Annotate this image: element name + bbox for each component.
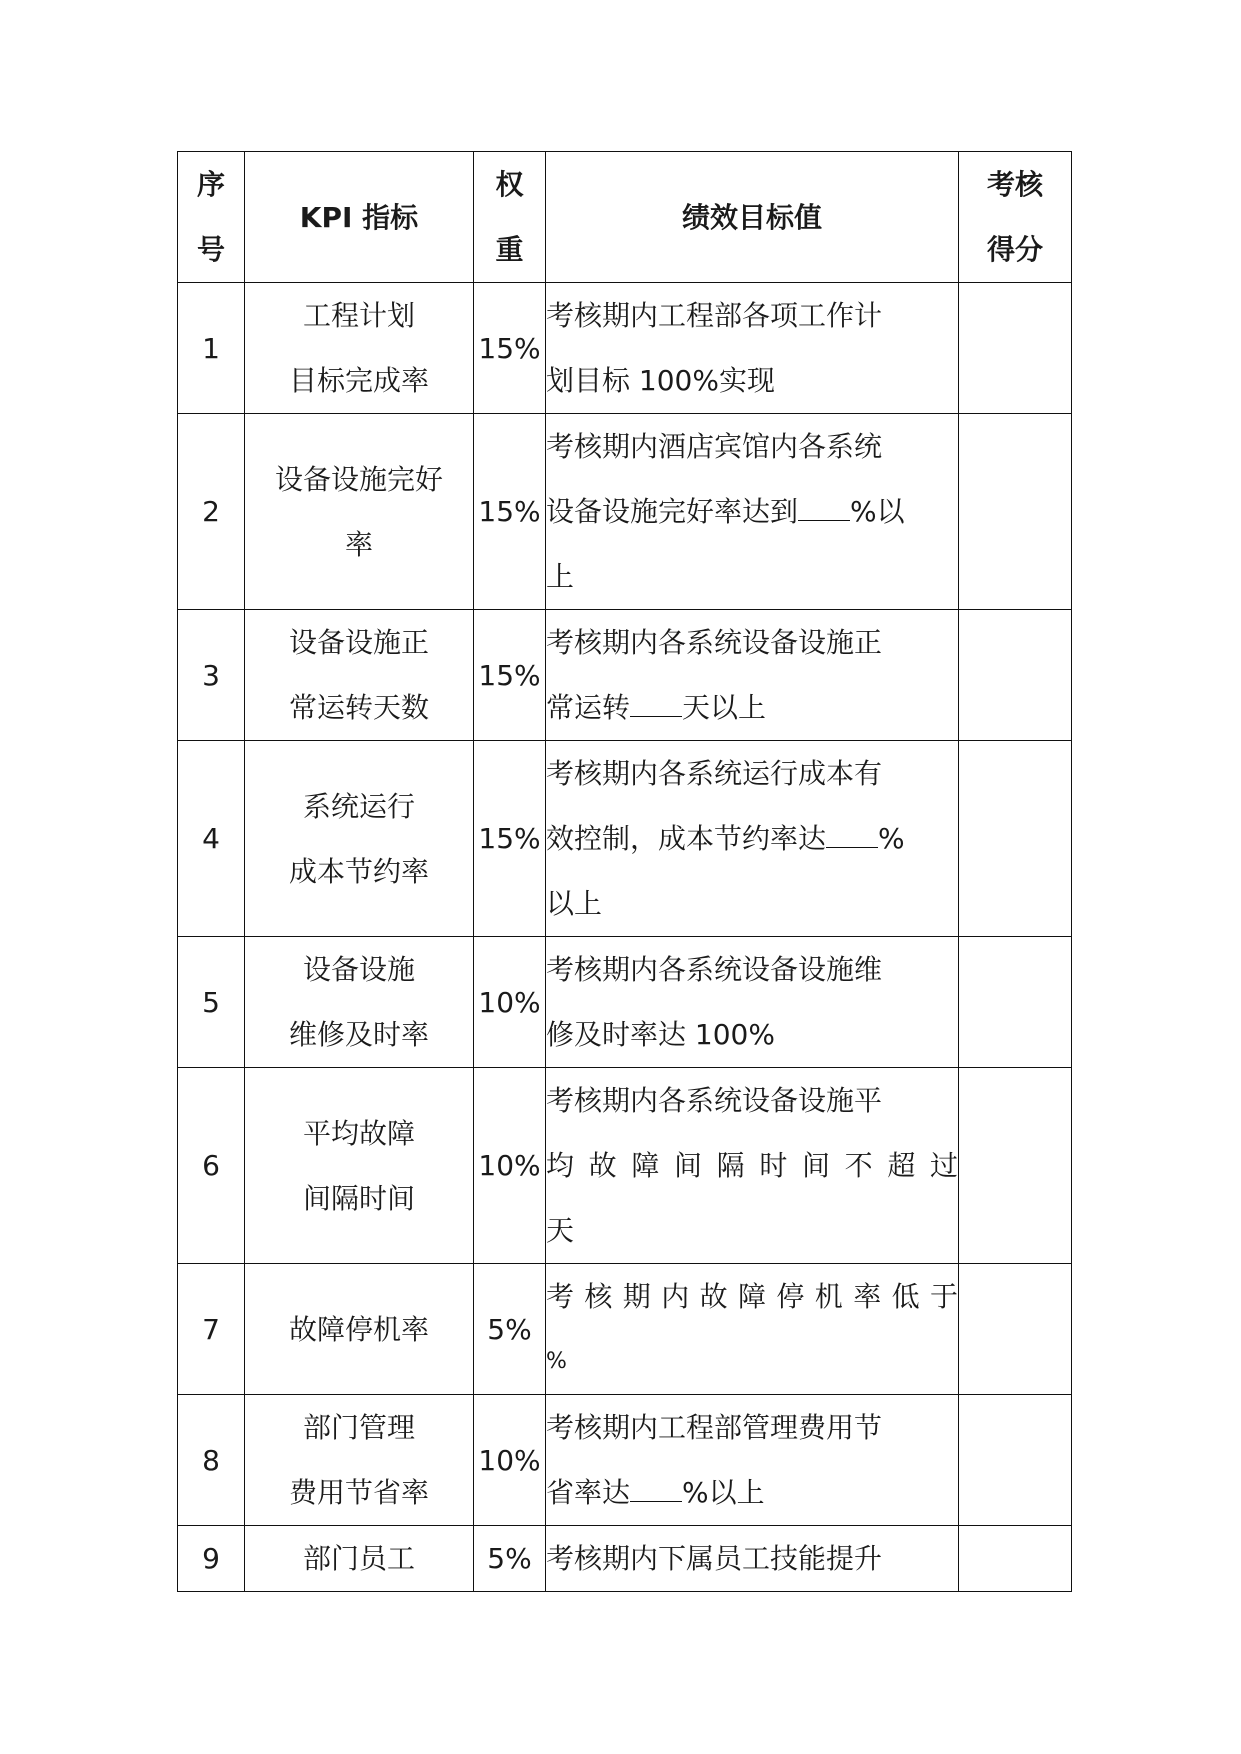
kpi-line: 设备设施完好 [274, 462, 443, 496]
row-score [959, 937, 1072, 1068]
row-weight: 15% [474, 283, 546, 414]
row-weight: 10% [474, 1395, 546, 1526]
header-target: 绩效目标值 [546, 152, 959, 283]
row-weight: 15% [474, 414, 546, 610]
fill-blank [630, 696, 682, 717]
kpi-line: 系统运行 [302, 789, 415, 823]
row-score [959, 283, 1072, 414]
row-score [959, 741, 1072, 937]
fill-blank [630, 1481, 682, 1502]
target-text: 常运转 [546, 691, 631, 724]
row-weight: 10% [474, 1068, 546, 1264]
row-score [959, 1395, 1072, 1526]
target-line: 均故障间隔时间不超过 [546, 1149, 958, 1182]
row-kpi [245, 283, 474, 414]
target-line: 修及时率达 100% [546, 1018, 775, 1051]
header-kpi: KPI 指标 [245, 152, 474, 283]
target-line: % [546, 1349, 567, 1374]
row-no: 8 [178, 1395, 245, 1526]
row-no: 9 [178, 1526, 245, 1592]
target-line: 考核期内工程部管理费用节 [546, 1411, 883, 1444]
table-row [178, 1526, 1072, 1592]
table-row [178, 1068, 1072, 1264]
table-row [178, 610, 1072, 741]
target-line [546, 479, 958, 544]
header-weight-line2: 重 [495, 233, 524, 266]
table-row [178, 283, 1072, 414]
row-kpi [245, 937, 474, 1068]
row-target [546, 610, 959, 741]
target-line: 天 [546, 1214, 575, 1247]
table-row [178, 1395, 1072, 1526]
row-no: 4 [178, 741, 245, 937]
header-score-line1: 考核 [986, 168, 1043, 201]
header-weight-line1: 权 [495, 168, 524, 201]
target-line: 考核期内故障停机率低于 [546, 1280, 958, 1313]
row-no: 1 [178, 283, 245, 414]
row-target [546, 1526, 959, 1592]
row-target [546, 414, 959, 610]
row-weight: 5% [474, 1264, 546, 1395]
row-score [959, 414, 1072, 610]
row-weight: 15% [474, 610, 546, 741]
row-kpi [245, 610, 474, 741]
target-text: 天以上 [682, 691, 767, 724]
kpi-line: 设备设施 [302, 953, 415, 986]
target-line: 考核期内下属员工技能提升 [546, 1542, 883, 1575]
kpi-line: 率 [344, 527, 373, 561]
table-row [178, 414, 1072, 610]
table-header-row [178, 152, 1072, 283]
target-line: 上 [546, 560, 575, 593]
target-text: %以上 [682, 1476, 765, 1509]
target-text: 省率达 [546, 1476, 631, 1509]
kpi-line: 工程计划 [302, 299, 415, 332]
row-score [959, 1068, 1072, 1264]
kpi-line: 间隔时间 [302, 1181, 415, 1215]
target-line: 以上 [546, 887, 603, 920]
target-line: 划目标 100%实现 [546, 364, 775, 397]
header-no-line2: 号 [196, 233, 225, 266]
row-no: 3 [178, 610, 245, 741]
kpi-line: 平均故障 [302, 1116, 415, 1150]
row-no: 6 [178, 1068, 245, 1264]
kpi-line: 维修及时率 [288, 1018, 429, 1051]
header-weight [474, 152, 546, 283]
row-target [546, 283, 959, 414]
row-kpi [245, 1068, 474, 1264]
target-line [546, 806, 958, 871]
target-text: 效控制，成本节约率达 [546, 822, 827, 855]
kpi-line: 费用节省率 [288, 1476, 429, 1509]
fill-blank [826, 827, 878, 848]
kpi-table [177, 151, 1072, 1592]
row-target [546, 741, 959, 937]
table-row [178, 937, 1072, 1068]
row-kpi: 部门员工 [245, 1526, 474, 1592]
kpi-line: 目标完成率 [288, 364, 429, 397]
header-no-line1: 序 [196, 168, 225, 201]
header-score [959, 152, 1072, 283]
row-score [959, 1264, 1072, 1395]
target-line: 考核期内各系统运行成本有 [546, 757, 883, 790]
kpi-line: 常运转天数 [288, 691, 429, 724]
row-no: 2 [178, 414, 245, 610]
row-target [546, 937, 959, 1068]
target-line [546, 1460, 958, 1525]
table-row [178, 741, 1072, 937]
header-score-line2: 得分 [986, 233, 1043, 266]
target-line: 考核期内各系统设备设施平 [546, 1084, 883, 1117]
target-line: 考核期内各系统设备设施正 [546, 626, 883, 659]
kpi-line: 设备设施正 [288, 626, 429, 659]
target-line: 考核期内工程部各项工作计 [546, 299, 883, 332]
target-line: 考核期内酒店宾馆内各系统 [546, 430, 883, 463]
row-weight: 15% [474, 741, 546, 937]
row-kpi [245, 1395, 474, 1526]
row-weight: 5% [474, 1526, 546, 1592]
target-text: % [878, 822, 905, 855]
target-text: %以 [850, 495, 905, 528]
row-kpi [245, 741, 474, 937]
row-kpi [245, 414, 474, 610]
target-line [546, 675, 958, 740]
target-line: 考核期内各系统设备设施维 [546, 953, 883, 986]
kpi-line: 成本节约率 [288, 854, 429, 888]
target-text: 设备设施完好率达到 [546, 495, 799, 528]
row-score [959, 610, 1072, 741]
row-kpi: 故障停机率 [245, 1264, 474, 1395]
row-score [959, 1526, 1072, 1592]
row-weight: 10% [474, 937, 546, 1068]
row-target [546, 1395, 959, 1526]
row-no: 7 [178, 1264, 245, 1395]
row-target [546, 1068, 959, 1264]
kpi-line: 部门管理 [302, 1411, 415, 1444]
header-no [178, 152, 245, 283]
fill-blank [798, 500, 850, 521]
row-no: 5 [178, 937, 245, 1068]
row-target [546, 1264, 959, 1395]
table-row [178, 1264, 1072, 1395]
